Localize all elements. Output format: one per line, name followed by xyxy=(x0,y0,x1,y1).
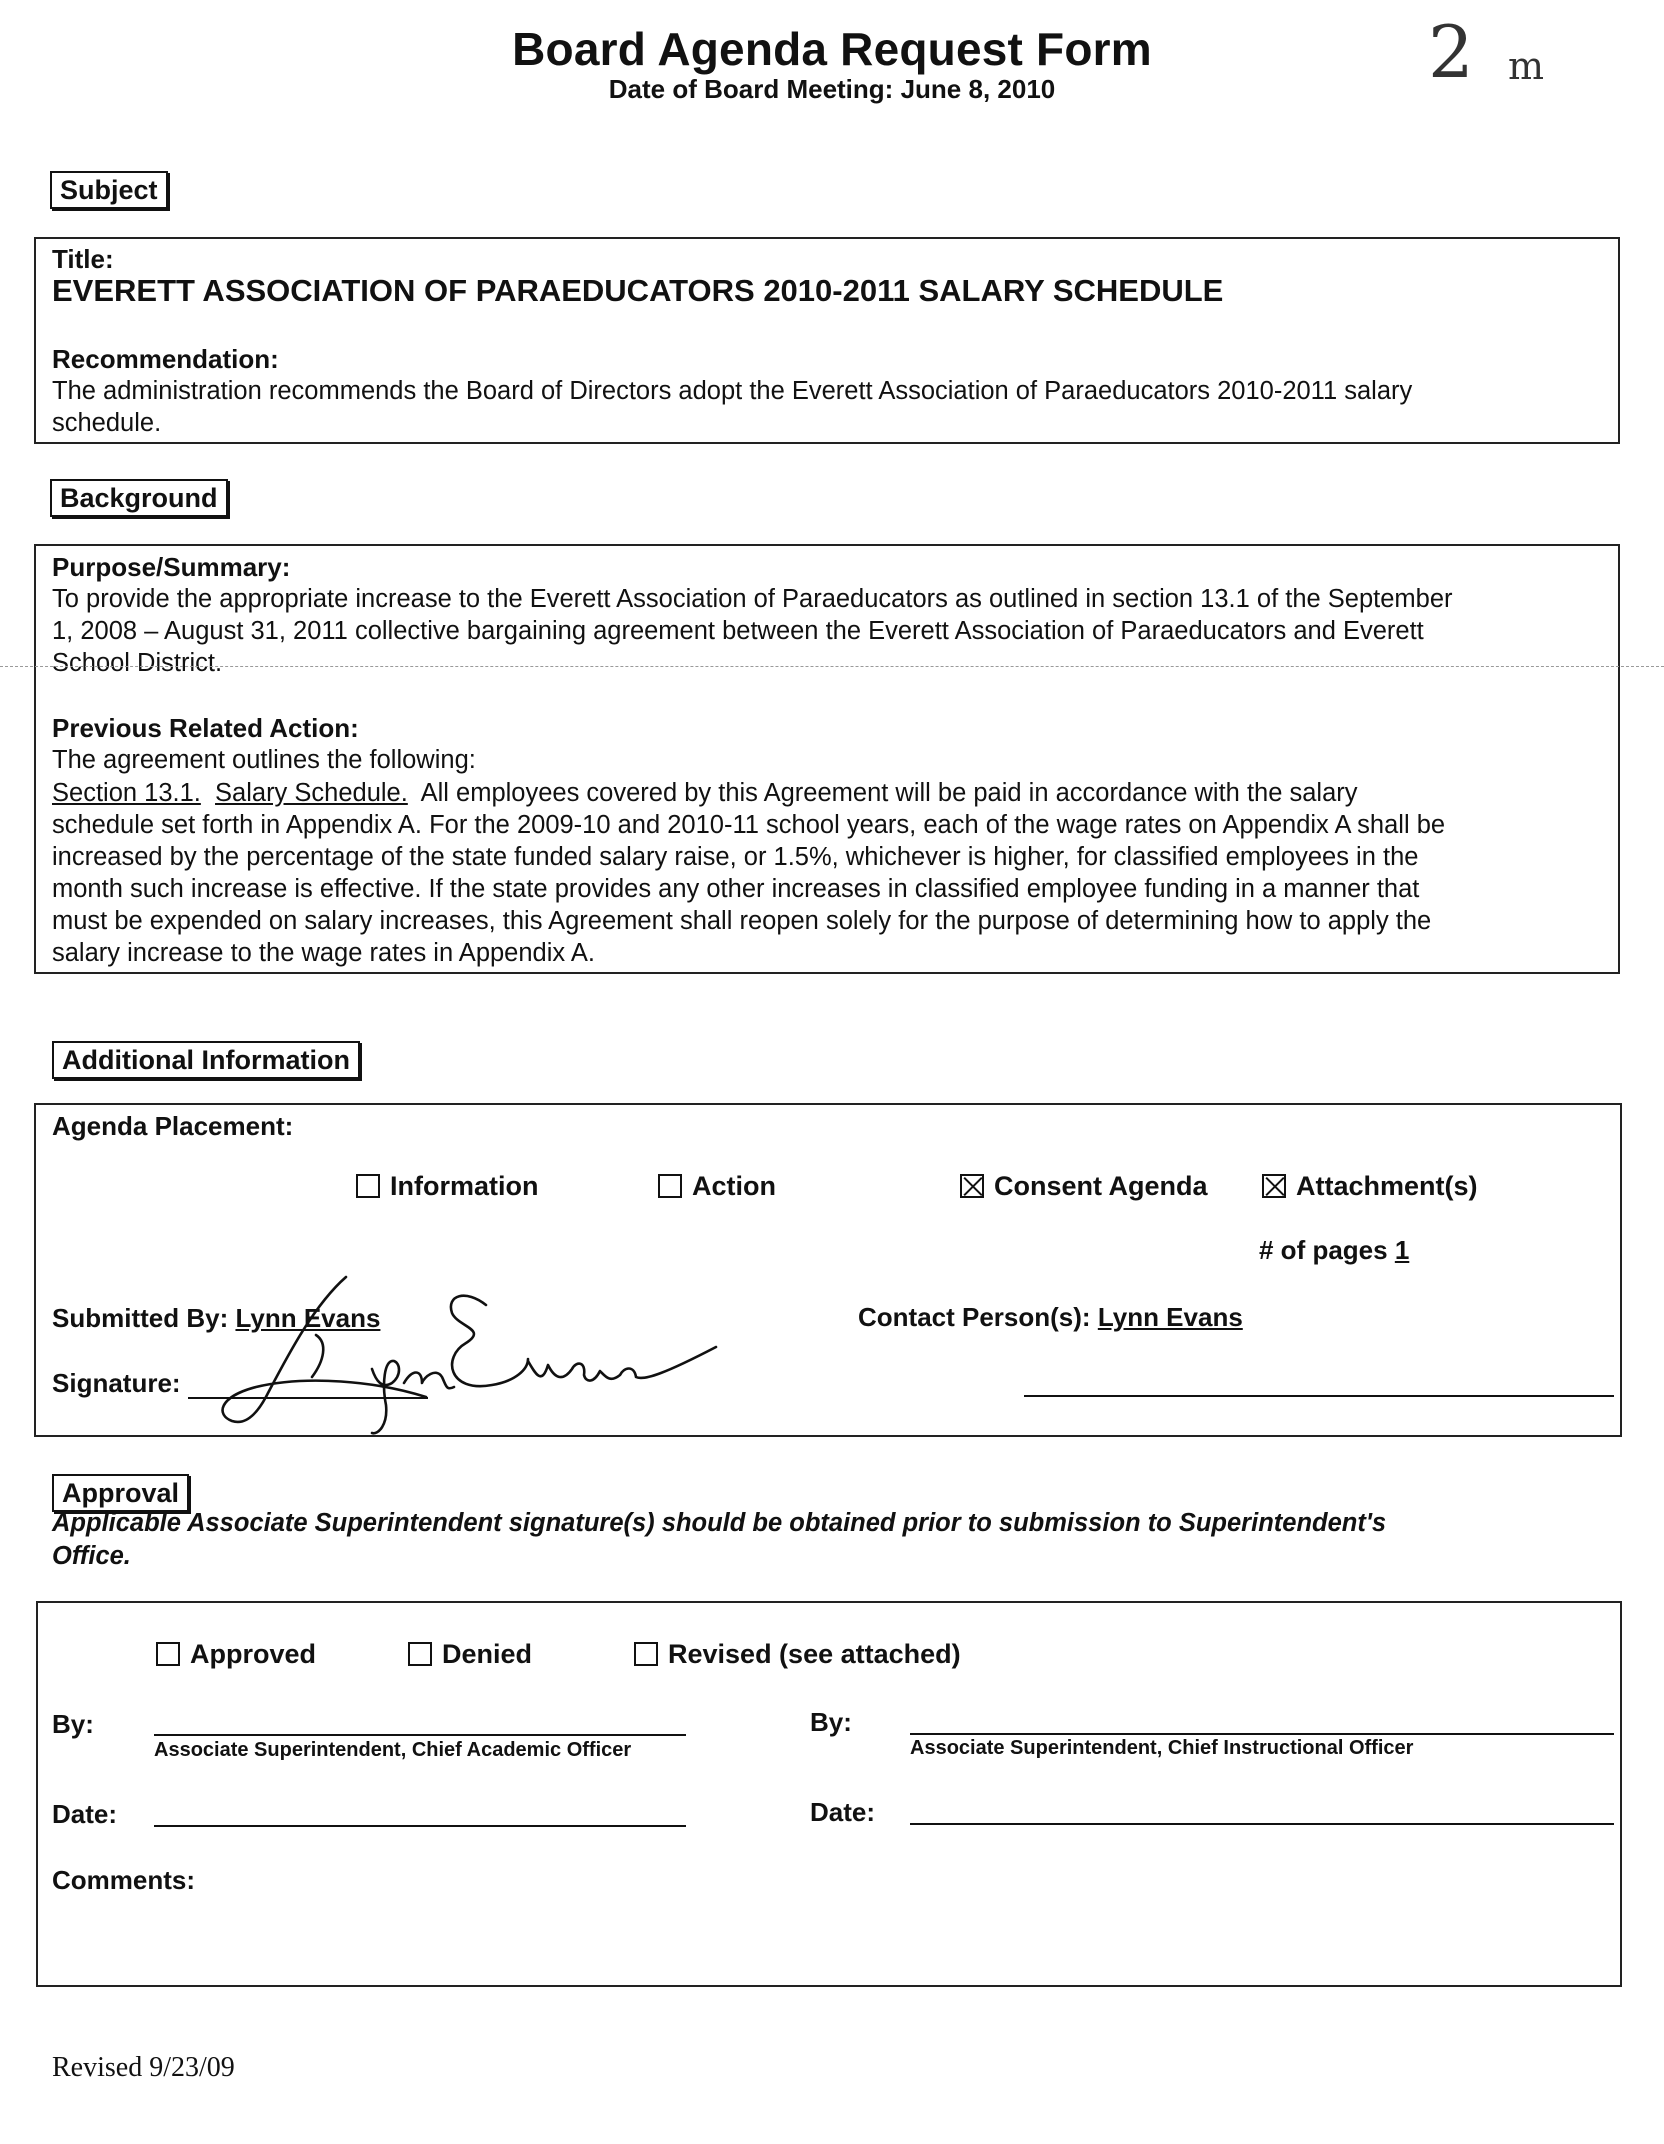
title-label: Title: xyxy=(52,244,114,274)
agenda-placement-label: Agenda Placement: xyxy=(52,1111,294,1141)
section-ref: Section 13.1. xyxy=(52,779,201,807)
consent-agenda-checkbox[interactable] xyxy=(960,1174,984,1198)
signature-label: Signature: xyxy=(52,1368,181,1398)
comments-area[interactable] xyxy=(52,1903,1602,1975)
role-right: Associate Superintendent, Chief Instructional Officer xyxy=(910,1737,1414,1759)
handwritten-signature-image xyxy=(196,1265,796,1445)
comments-label: Comments: xyxy=(52,1865,196,1895)
option-revised-label: Revised (see attached) xyxy=(668,1639,961,1669)
recommendation-label: Recommendation: xyxy=(52,344,279,374)
contact-person xyxy=(858,1302,1243,1333)
action-checkbox[interactable] xyxy=(658,1174,682,1198)
contact-person-label: Contact Person(s): xyxy=(858,1302,1091,1332)
pages-value: 1 xyxy=(1394,1235,1410,1265)
option-denied[interactable] xyxy=(408,1639,532,1670)
pages-label: # of pages xyxy=(1259,1235,1388,1265)
title-value: EVERETT ASSOCIATION OF PARAEDUCATORS 2010-2011 SALARY SCHEDULE xyxy=(52,273,1224,308)
purpose-label: Purpose/Summary: xyxy=(52,552,291,582)
option-attachments-label: Attachment(s) xyxy=(1296,1171,1478,1201)
section-13-1-line-2: schedule set forth in Appendix A. For the 2009-10 and 2010-11 school years, each of the wage rates on Appendix A shall be xyxy=(52,811,1446,839)
section-name: Salary Schedule. xyxy=(215,779,408,807)
option-denied-label: Denied xyxy=(442,1639,533,1669)
subject-box xyxy=(34,237,1620,444)
option-revised[interactable] xyxy=(634,1639,961,1670)
section-13-1-line-4: month such increase is effective. If the state provides any other increases in classified employee funding in a manner that xyxy=(52,875,1420,903)
section-label-approval: Approval xyxy=(52,1474,189,1512)
previous-action-label: Previous Related Action: xyxy=(52,713,359,743)
approved-checkbox[interactable] xyxy=(156,1642,180,1666)
section-13-1-line-1 xyxy=(52,777,1358,810)
attachments-checkbox[interactable] xyxy=(1262,1174,1286,1198)
revised-checkbox[interactable] xyxy=(634,1642,658,1666)
approval-note-line-1: Applicable Associate Superintendent signature(s) should be obtained prior to submission to Superintendent's xyxy=(52,1509,1387,1537)
by-line-left[interactable] xyxy=(154,1734,686,1736)
revised-date: Revised 9/23/09 xyxy=(52,2052,235,2083)
denied-checkbox[interactable] xyxy=(408,1642,432,1666)
meeting-date-line xyxy=(0,74,1664,105)
option-attachments[interactable] xyxy=(1262,1171,1478,1202)
submitted-by-value: Lynn Evans xyxy=(235,1303,381,1333)
background-box xyxy=(34,544,1620,974)
contact-signature-line xyxy=(1024,1395,1614,1397)
date-label-right: Date: xyxy=(810,1797,876,1827)
approval-box xyxy=(36,1601,1622,1987)
by-label-right: By: xyxy=(810,1707,852,1737)
section-13-1-line-3: increased by the percentage of the state funded salary raise, or 1.5%, whichever is higher, for classified employees in the xyxy=(52,843,1419,871)
recommendation-text-line-1: The administration recommends the Board of Directors adopt the Everett Association of Paraeducators 2010-2011 salary xyxy=(52,377,1413,405)
option-information-label: Information xyxy=(390,1171,539,1201)
option-action[interactable] xyxy=(658,1171,776,1202)
purpose-text-line-1: To provide the appropriate increase to the Everett Association of Paraeducators as outlined in section 13.1 of the September xyxy=(52,585,1453,613)
purpose-text-line-2: 1, 2008 – August 31, 2011 collective bargaining agreement between the Everett Association of Paraeducators and Everett xyxy=(52,617,1424,645)
role-left: Associate Superintendent, Chief Academic Officer xyxy=(154,1739,632,1761)
date-label-left: Date: xyxy=(52,1799,118,1829)
previous-action-intro: The agreement outlines the following: xyxy=(52,746,476,774)
meeting-date-value: June 8, 2010 xyxy=(900,74,1056,104)
option-information[interactable] xyxy=(356,1171,539,1202)
date-line-left[interactable] xyxy=(154,1825,686,1827)
by-label-left: By: xyxy=(52,1709,94,1739)
recommendation-text-line-2: schedule. xyxy=(52,409,162,437)
form-title: Board Agenda Request Form xyxy=(512,23,1152,75)
option-action-label: Action xyxy=(692,1171,776,1201)
by-line-right[interactable] xyxy=(910,1733,1614,1735)
handwritten-initials: m xyxy=(1508,44,1545,88)
section-label-additional-information: Additional Information xyxy=(52,1041,360,1079)
section-first-rest: All employees covered by this Agreement will be paid in accordance with the salary xyxy=(407,779,1358,807)
approval-note-line-2: Office. xyxy=(52,1542,131,1570)
option-approved[interactable] xyxy=(156,1639,316,1670)
section-13-1-line-5: must be expended on salary increases, this Agreement shall reopen solely for the purpose of determining how to apply the xyxy=(52,907,1432,935)
pages-count xyxy=(1259,1235,1409,1266)
option-consent-agenda[interactable] xyxy=(960,1171,1208,1202)
scan-artifact-line xyxy=(0,666,1664,667)
section-13-1-line-6: salary increase to the wage rates in Appendix A. xyxy=(52,939,595,967)
approval-note xyxy=(52,1507,1386,1573)
purpose-text-line-3: School District. xyxy=(52,649,223,677)
date-line-right[interactable] xyxy=(910,1823,1614,1825)
section-label-subject: Subject xyxy=(50,171,168,209)
submitted-by-label: Submitted By: xyxy=(52,1303,229,1333)
additional-info-box xyxy=(34,1103,1622,1437)
information-checkbox[interactable] xyxy=(356,1174,380,1198)
handwritten-mark: 2 xyxy=(1428,10,1474,94)
option-consent-agenda-label: Consent Agenda xyxy=(994,1171,1208,1201)
option-approved-label: Approved xyxy=(190,1639,317,1669)
contact-person-value: Lynn Evans xyxy=(1097,1302,1243,1332)
meeting-date-label: Date of Board Meeting: xyxy=(608,74,894,104)
section-label-background: Background xyxy=(50,479,228,517)
